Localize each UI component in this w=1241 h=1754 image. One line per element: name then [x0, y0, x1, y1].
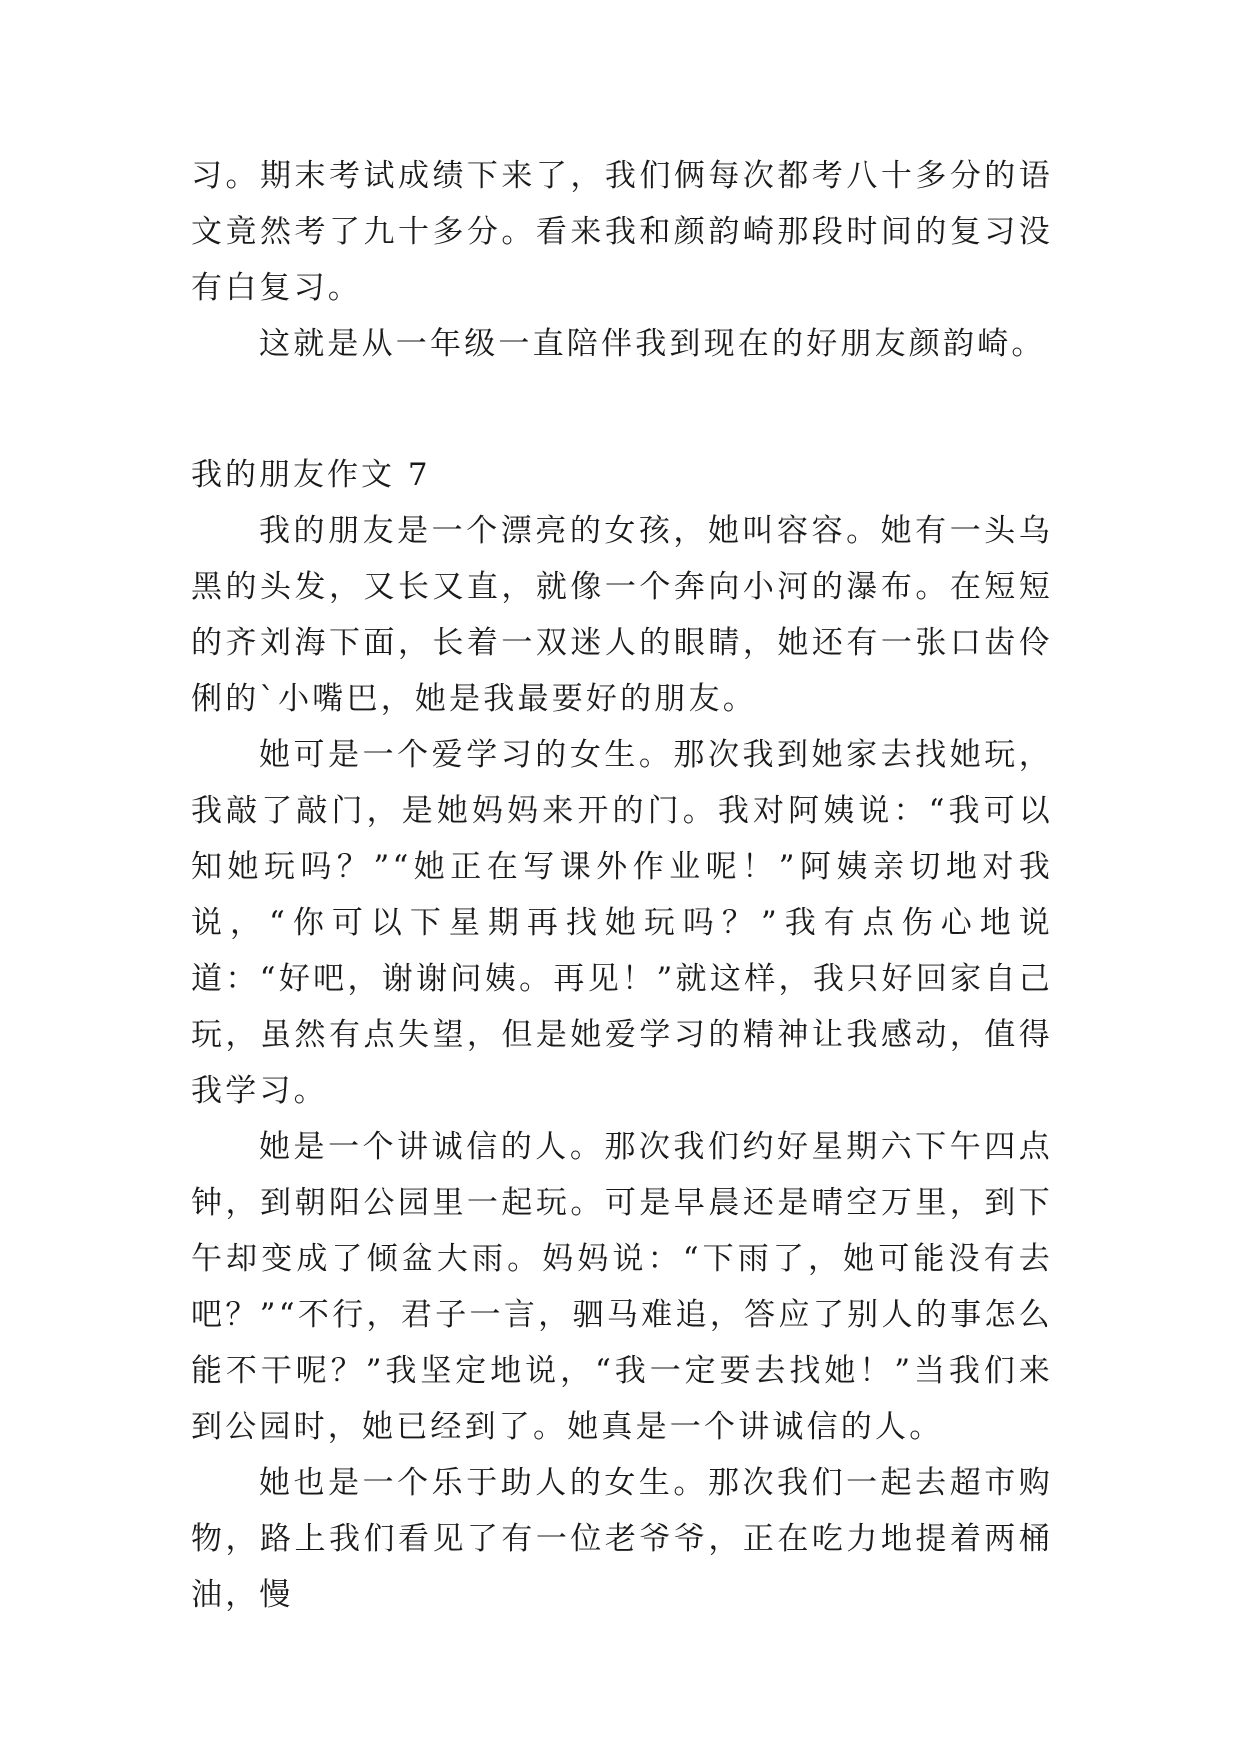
section-title: 我的朋友作文 7	[191, 457, 431, 493]
paragraph-4: 她也是一个乐于助人的女生。那次我们一起去超市购物，路上我们看见了有一位老爷爷，正在吃力地提着两桶油，慢	[191, 1465, 1053, 1613]
section-body	[191, 503, 1053, 1623]
paragraph-2: 她可是一个爱学习的女生。那次我到她家去找她玩，我敲了敲门，是她妈妈来开的门。我对阿姨说：“我可以知她玩吗？”“她正在写课外作业呢！”阿姨亲切地对我说，“你可以下星期再找她玩吗？”我有点伤心地说道：“好吧，谢谢问姨。再见！”就这样，我只好回家自己玩，虽然有点失望，但是她爱学习的精神让我感动，值得我学习。	[191, 737, 1053, 1109]
paragraph-1: 我的朋友是一个漂亮的女孩，她叫容容。她有一头乌黑的头发，又长又直，就像一个奔向小河的瀑布。在短短的齐刘海下面，长着一双迷人的眼睛，她还有一张口齿伶俐的`小嘴巴，她是我最要好的朋友。	[191, 513, 1053, 717]
paragraph-3: 她是一个讲诚信的人。那次我们约好星期六下午四点钟，到朝阳公园里一起玩。可是早晨还是晴空万里，到下午却变成了倾盆大雨。妈妈说：“下雨了，她可能没有去吧？”“不行，君子一言，驷马难追，答应了别人的事怎么能不干呢？”我坚定地说，“我一定要去找她！”当我们来到公园时，她已经到了。她真是一个讲诚信的人。	[191, 1129, 1053, 1445]
paragraph-continued: 习。期末考试成绩下来了，我们俩每次都考八十多分的语文竟然考了九十多分。看来我和颜韵崎那段时间的复习没有白复习。	[191, 158, 1053, 306]
paragraph-closing: 这就是从一年级一直陪伴我到现在的好朋友颜韵崎。	[259, 326, 1046, 362]
continuation-text	[191, 148, 1053, 372]
